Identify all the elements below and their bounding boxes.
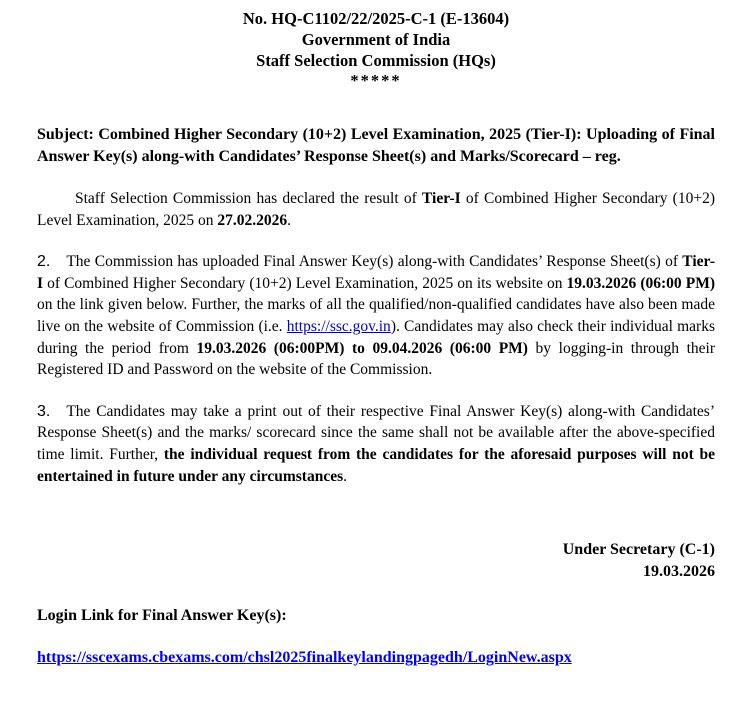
dept-name: Staff Selection Commission (HQs)	[256, 51, 496, 70]
login-link-label: Login Link for Final Answer Key(s):	[37, 607, 287, 625]
final-answer-key-login-link[interactable]: https://sscexams.cbexams.com/chsl2025finalkeylandingpagedh/LoginNew.aspx	[37, 649, 572, 667]
para3-text: .	[343, 467, 347, 485]
para1-text: Staff Selection Commission has declared the result of	[75, 190, 422, 207]
signatory-title: Under Secretary (C-1)	[562, 541, 715, 559]
para1-bold-date: 27.02.2026	[217, 211, 288, 229]
para2-text: of Combined Higher Secondary (10+2) Level Examination, 2025 on its website on	[43, 274, 567, 292]
para3-text: The Candidates may take a print out of their respective Final Answer Key(s) along-with Candidates’ Response Sheet(s) and the marks/ scorecard since the same shall not be available after the above-specified time limit. Further,	[37, 402, 715, 463]
para2-bold-upload-date: 19.03.2026 (06:00 PM)	[566, 274, 715, 292]
org-name: Government of India	[301, 30, 451, 49]
signature-block	[37, 539, 715, 583]
para3-bold-warning: the individual request from the candidates for the aforesaid purposes will not be entertained in future under any circumstances	[37, 445, 716, 485]
letterhead	[37, 8, 715, 90]
para1-text: .	[287, 211, 291, 229]
signature-date: 19.03.2026	[643, 563, 715, 581]
para2-bold-tier: Tier-I	[37, 253, 715, 292]
para1-text: of Combined Higher Secondary (10+2) Level Examination, 2025 on	[37, 190, 715, 229]
para1-bold-tier: Tier-I	[421, 190, 461, 207]
separator-stars: *****	[350, 71, 402, 90]
para2-text: by logging-in through their Registered ID and Password on the website of the Commission.	[37, 339, 716, 379]
paragraph-2	[37, 251, 715, 381]
subject-line: Subject: Combined Higher Secondary (10+2) Level Examination, 2025 (Tier-I): Uploading of Final Answer Key(s) along-with Candidates’ Response Sheet(s) and Marks/Scorecard – reg.	[37, 126, 715, 165]
login-url-row	[37, 649, 715, 667]
para2-number: 2.	[37, 253, 51, 271]
para3-number: 3.	[37, 402, 51, 420]
para2-bold-period: 19.03.2026 (06:00PM) to 09.04.2026 (06:00 PM)	[196, 339, 528, 357]
paragraph-3	[37, 401, 715, 487]
para2-text: The Commission has uploaded Final Answer Key(s) along-with Candidates’ Response Sheet(s) of	[66, 253, 683, 271]
ssc-website-link[interactable]: https://ssc.gov.in	[286, 317, 391, 335]
paragraph-1	[37, 188, 715, 231]
ref-number: No. HQ-C1102/22/2025-C-1 (E-13604)	[242, 9, 510, 28]
para2-text: ). Candidates may also check their individual marks during the period from	[37, 317, 715, 357]
para2-text: on the link given below. Further, the marks of all the qualified/non-qualified candidates have also been made live on the website of Commission (i.e.	[37, 296, 715, 335]
